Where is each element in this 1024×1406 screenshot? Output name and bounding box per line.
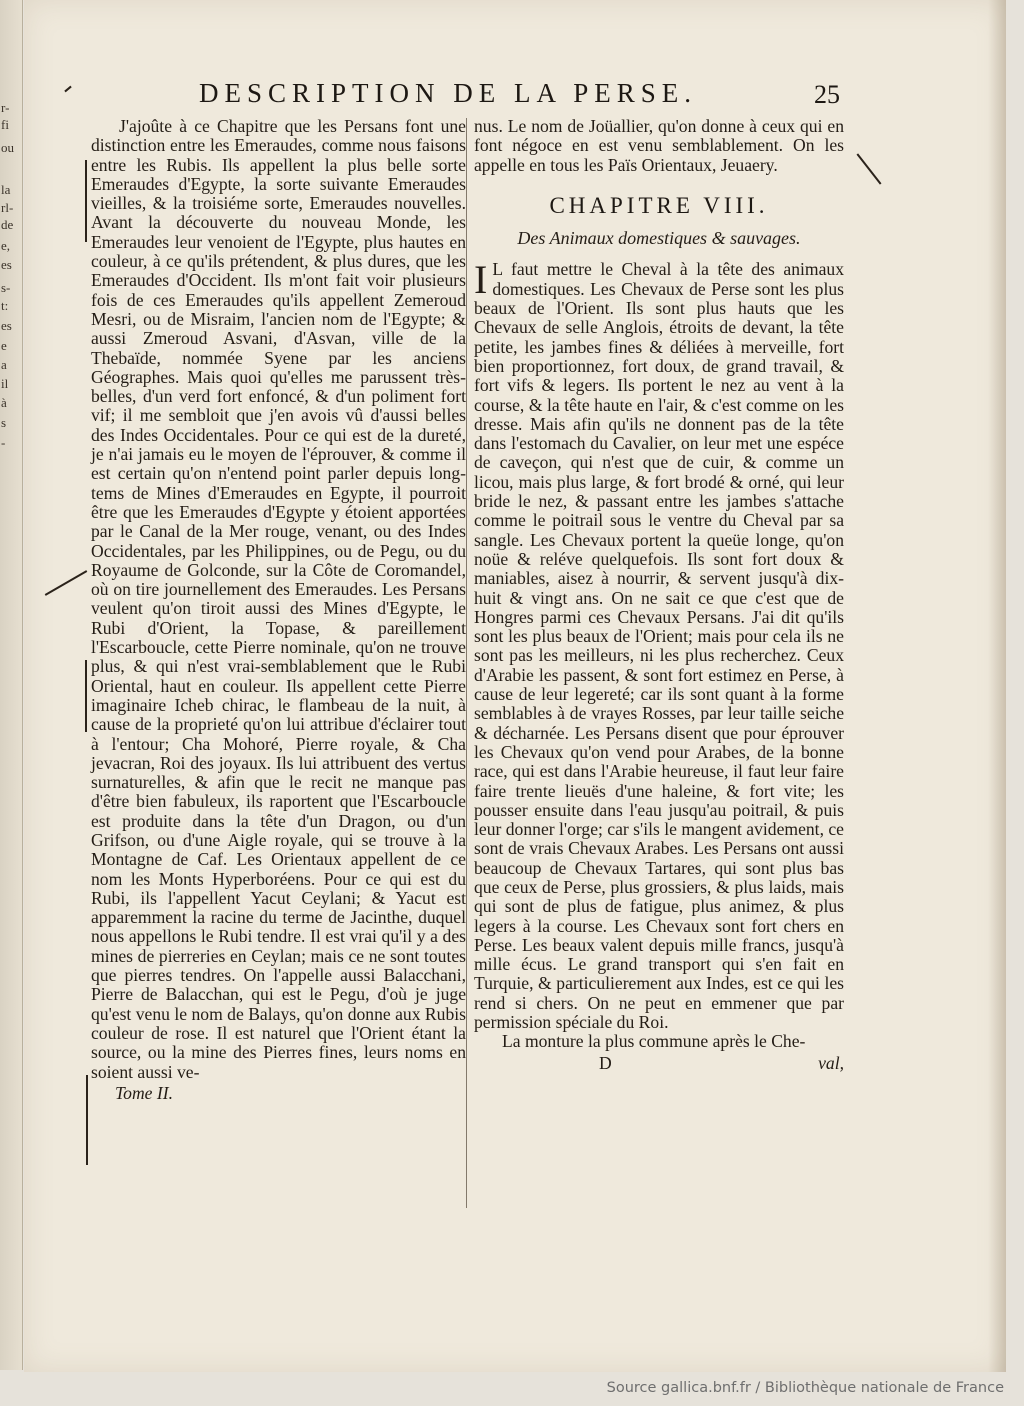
prev-page-fragment: s (1, 415, 7, 430)
prev-page-fragment: r- (1, 100, 10, 115)
chapter-paragraph-text: L faut mettre le Cheval à la tête des animaux domestiques. Les Chevaux de Perse sont les plus beaux de l'Orient. Ils sont plus hauts que les Chevaux de selle Anglois, étroits de devant, la tête petite, les jambes fines & déliées à merveille, fort bien proportionnez, fort doux, de grand travail, & fort vifs & legers. Ils portent le nez au vent à la course, & la tête haute en l'air, & c'est comme on les dresse. Mais afin qu'ils ne donnent pas de la tête dans l'estomach du Cavalier, on leur met une espéce de caveçon, qui n'est que de cuir, & comme un licou, mais plus large, & fort brodé & orné, qui leur bride le nez, & passant entre les jambes s'attache comme le poitrail sous le ventre du Cheval par sa sangle. Les Chevaux portent la queüe longe, qu'on noüe & reléve quelquefois. Ils sont fort doux & maniables, aisez à nourrir, & servent jusqu'à dix-huit & vingt ans. On ne sait ce que c'est que de Hongres parmi ces Chevaux Persans. J'ai dit qu'ils sont les plus beaux de l'Orient; mais pour cela ils ne sont pas les meilleurs, ni les plus recherchez. Ceux d'Arabie les passent, & sont fort estimez en Perse, à cause de leur legereté; car ils sont quant à la forme semblables à de vrayes Rosses, par leur taille seiche & décharnée. Les Persans disent que pour éprouver les Chevaux qu'on vend pour Arabes, de la bonne race, qui est dans l'Arabie heureuse, il faut leur faire faire trente lieuës d'une haleine, & fort vite; les pousser ensuite dans l'eau jusqu'au poitrail, & puis leur donner l'orge; car s'ils le mangent avidement, ce sont de vrais Chevaux Arabes. Les Persans ont aussi beaucoup de Chevaux Tartares, qui sont plus bas que ceux de Perse, plus grossiers, & plus laids, mais qui sont de plus de fatigue, plus animez, & plus legers à la course. Les Chevaux sont fort chers en Perse. Les beaux valent depuis mille francs, jusqu'à mille écus. Le grand transport qui s'en fait en Turquie, & particulierement aux Indes, est ce qui les rend si chers. On ne peut en emmener que par permission spéciale du Roi. (474, 259, 844, 1033)
prev-page-fragment: de (1, 217, 14, 232)
prev-page-fragment: es (1, 318, 12, 333)
prev-page-fragment: il (1, 376, 9, 391)
prev-page-fragment: e, (1, 238, 11, 253)
catchword: val, (818, 1052, 844, 1073)
prev-page-fragment: ou (1, 140, 14, 155)
prev-page-fragment: t: (1, 298, 9, 313)
margin-tick-mark (64, 86, 71, 93)
margin-slash-mark (45, 570, 88, 596)
margin-bracket-mark (86, 1075, 88, 1165)
prev-page-fragment: à (1, 395, 7, 410)
prev-page-fragment: es (1, 257, 12, 272)
prev-page-fragment: fi (1, 117, 9, 132)
drop-cap: I (474, 257, 488, 303)
chapter-heading: CHAPITRE VIII. (549, 192, 769, 218)
margin-slash-mark (857, 153, 882, 184)
prev-page-fragment: a (1, 357, 7, 372)
column-divider (466, 118, 467, 1208)
prev-page-fragment: la (1, 182, 11, 197)
last-line: La monture la plus commune après le Che- (502, 1031, 806, 1052)
left-column (91, 117, 466, 1103)
chapter-paragraph (474, 257, 844, 1033)
prev-page-fragment: e (1, 338, 7, 353)
continuation-paragraph: nus. Le nom de Joüallier, qu'on donne à ceux qui en font négoce en est venu semblablement. On les appelle en tous les Païs Orientaux, Jeuaery. (474, 116, 844, 175)
left-paragraph: J'ajoûte à ce Chapitre que les Persans font une distinction entre les Emeraudes, comme nous faisons entre les Rubis. Ils appellent la plus belle sorte Emeraudes d'Egypte, la sorte suivante Emeraudes vieilles, & la troisiéme sorte, Emeraudes nouvelles. Avant la découverte du nouveau Monde, les Emeraudes leur venoient de l'Egypte, plus hautes en couleur, à ce qu'ils prétendent, & plus dures, que les Emeraudes d'Occident. Ils m'ont fait voir plusieurs fois de ces Emeraudes qu'ils appellent Zemeroud Mesri, ou de Misraim, l'ancien nom de l'Egypte; & aussi Zmeroud Asvani, d'Asvan, ville de la Thebaïde, nommée Syene par les anciens Géographes. Mais quoi qu'elles me parussent très-belles, d'un verd fort enfoncé, & d'un poliment fort vif; il me sembloit que j'en avois vû d'aussi belles des Indes Occidentales. Pour ce qui est de la dureté, je n'ai jamais eu le moyen de l'éprouver, & comme il est certain qu'on n'entend point parler depuis long-tems de Mines d'Emeraudes en Egypte, il pourroit être que les Emeraudes d'Egypte y étoient apportées par le Canal de la Mer rouge, venant, ou des Indes Occidentales, par les Philippines, ou de Pegu, ou du Royaume de Golconde, sur la Côte de Coromandel, où on tire journellement des Emeraudes. Les Persans veulent qu'on tiroit aussi des Mines d'Egypte, le Rubi d'Orient, la Topase, & pareillement l'Escarboucle, cette Pierre nominale, qu'on ne trouve plus, & qui n'est vrai-semblablement que le Rubi Oriental, haut en couleur. Ils appellent cette Pierre imaginaire Icheb chirac, le flambeau de la nuit, à cause de la proprieté qu'on lui attribue d'éclairer tout à l'entour; Cha Mohoré, Pierre royale, & Cha jevacran, Roi des joyaux. Ils lui attribuent des vertus surnaturelles, & afin que le recit ne manque pas d'être bien fabuleux, ils raportent que l'Escarboucle est produite dans la tête d'un Dragon, ou d'un Grifson, ou d'une Aigle royale, qui se trouve à la Montagne de Caf. Les Orientaux appellent de ce nom les Monts Hyperboréens. Pour ce qui est du Rubi, ils l'appellent Yacut Ceylani; & Yacut est apparemment la racine du terme de Jacinthe, duquel nous appellons le Rubi tendre. Il est vrai qu'il y a des mines de pierreries en Ceylan; mais ce ne sont toutes que pierres tendres. On l'appelle aussi Balacchani, Pierre de Balacchan, qui est le Pegu, d'où je juge qu'est venu le nom de Balays, qu'on donne aux Rubis couleur de rose. Il est naturel que l'Orient étant la source, ou la mine des Pierres fines, leurs noms en soient aussi ve- (91, 116, 466, 1082)
prev-page-fragment: - (1, 435, 6, 450)
right-column (474, 117, 844, 1073)
prev-page-fragment: rl- (1, 200, 14, 215)
previous-page-edge (0, 0, 23, 1370)
page-edge-shadow (988, 0, 1006, 1372)
right-footer (474, 1054, 844, 1073)
margin-bracket-mark (85, 160, 87, 242)
left-footer (91, 1084, 466, 1103)
book-page (24, 0, 1006, 1372)
tome-label: Tome II. (115, 1082, 173, 1103)
prev-page-fragment: s- (1, 280, 11, 295)
page-number: 25 (814, 80, 840, 109)
source-credit: Source gallica.bnf.fr / Bibliothèque nationale de France (606, 1380, 1004, 1396)
margin-bracket-mark (85, 660, 87, 732)
running-title: DESCRIPTION DE LA PERSE. (199, 78, 698, 108)
chapter-subtitle: Des Animaux domestiques & sauvages. (517, 228, 801, 249)
signature-mark: D (599, 1052, 612, 1073)
